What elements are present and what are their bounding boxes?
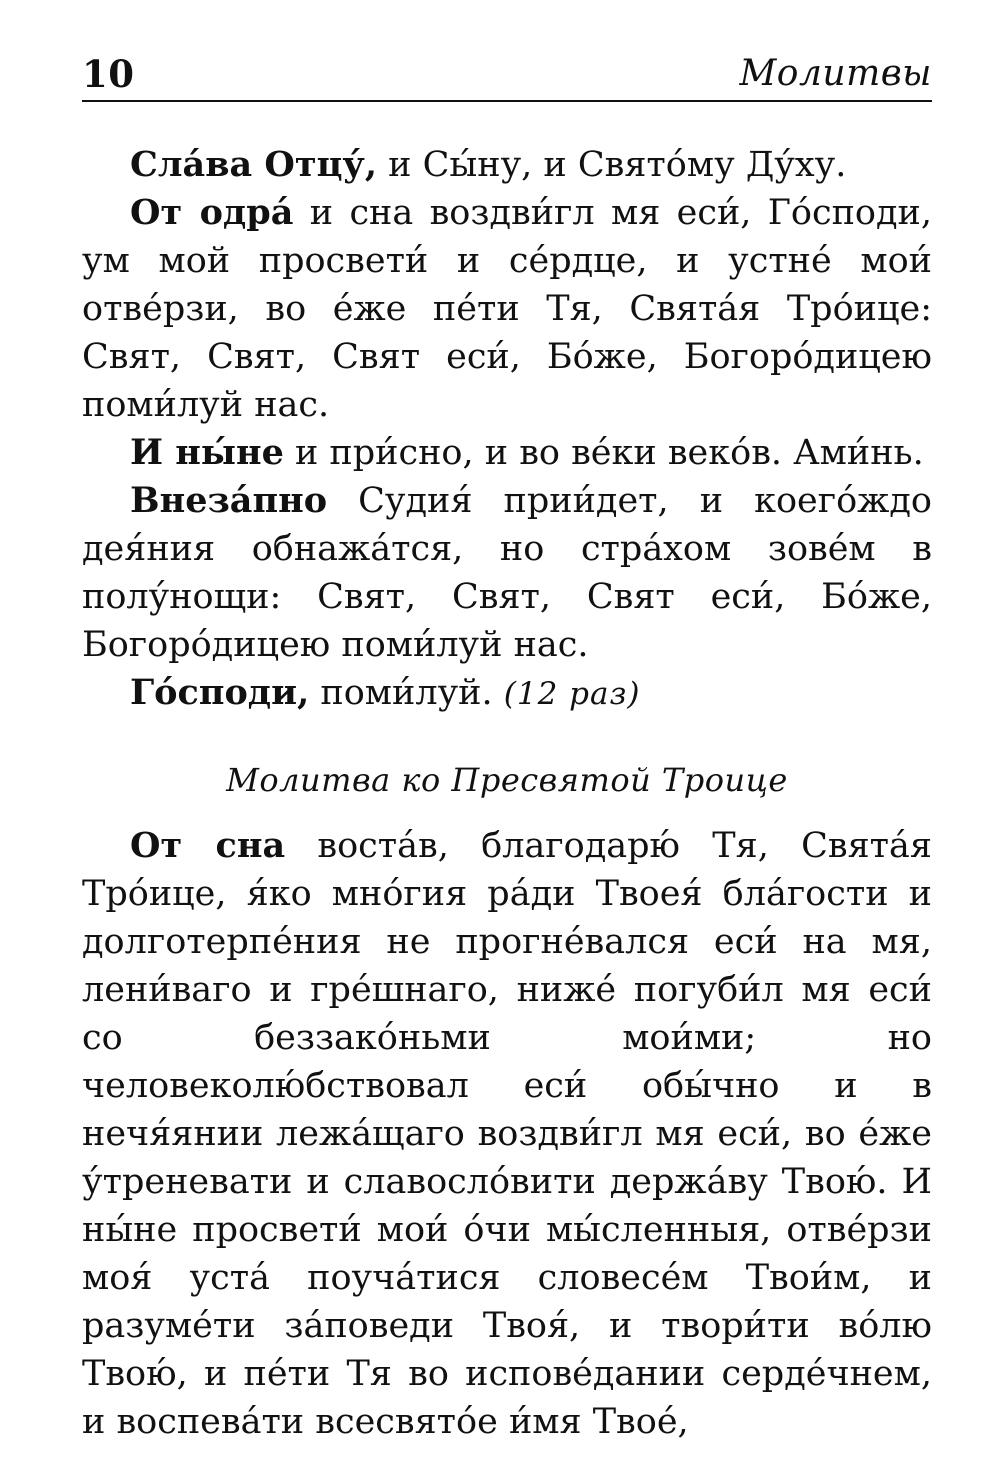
paragraph-lead: И ны́не: [130, 432, 284, 473]
paragraph-text: и Сы́ну, и Свято́му Ду́ху.: [377, 145, 847, 185]
paragraph-lead: Го́споди,: [130, 672, 310, 713]
paragraph-lord-have-mercy: [82, 669, 932, 718]
paragraph-lead: От одра́: [130, 192, 294, 233]
paragraph-lead: Сла́ва Отцу́,: [130, 144, 378, 185]
paragraph-text: поми́луй.: [309, 673, 504, 713]
paragraph-troparion-2: [82, 477, 932, 669]
prayer-subheading: Молитва ко Пресвятой Троице: [226, 761, 788, 799]
prayer-to-holy-trinity: [82, 822, 932, 1446]
page-number: 10: [82, 52, 135, 96]
prayer-lead: От сна: [130, 825, 286, 866]
repeat-instruction: (12 раз): [503, 676, 641, 712]
prayer-text: воста́в, благодарю́ Тя, Свята́я Тро́ице, я́ко мно́гия ра́ди Твоея́ бла́гости и долготерпе́ния не прогне́вался еси́ на мя, лени́ваго и гре́шнаго, ниже́ погуби́л мя еси́ со беззако́ньми мои́ми; но человеколю́бствовал еси́ обы́чно и в нечя́янии лежа́щаго воздви́гл мя еси́, во е́же у́треневати и славосло́вити держа́ву Твою́. И ны́не просвети́ мои́ о́чи мы́сленныя, отве́рзи моя́ уста́ поуча́тися словесе́м Твои́м, и разуме́ти за́поведи Твоя́, и твори́ти во́лю Твою́, и пе́ти Тя во испове́дании серде́чнем, и воспева́ти всесвято́е и́мя Твое́,: [82, 826, 932, 1442]
paragraph-now-and-ever: [82, 429, 932, 477]
paragraph-text: и при́сно, и во ве́ки веко́в. Ами́нь.: [283, 433, 924, 473]
paragraph-text: и сна воздви́гл мя еси́, Го́споди, ум мой просвети́ и се́рдце, и устне́ мои́ отве́рзи, во е́же пе́ти Тя, Свята́я Тро́ице: Свят, Свят, Свят еси́, Бо́же, Богоро́дицею поми́луй нас.: [82, 193, 932, 425]
body-text: [82, 141, 932, 1446]
paragraph-glory: [82, 141, 932, 189]
paragraph-troparion-1: [82, 189, 932, 429]
paragraph-lead: Внеза́пно: [130, 480, 328, 521]
running-header: [82, 52, 932, 102]
paragraph-text: Судия́ прии́дет, и коего́ждо дея́ния обнажа́тся, но стра́хом зове́м в полу́нощи: Свят, Свят, Свят еси́, Бо́же, Богоро́дицею поми́луй нас.: [82, 481, 932, 665]
section-title: Молитвы: [739, 53, 932, 94]
